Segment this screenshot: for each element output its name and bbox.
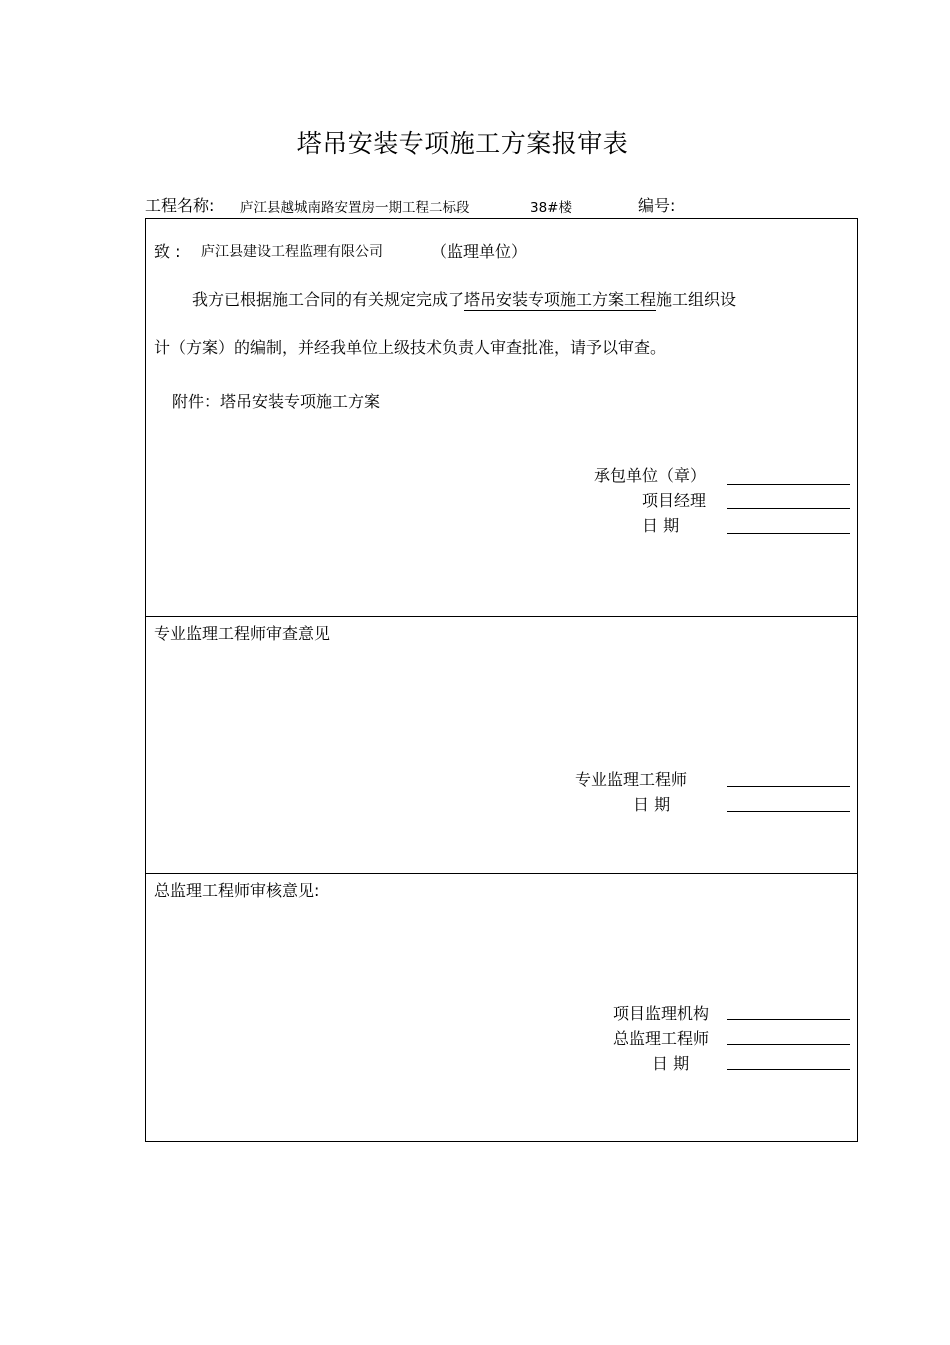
body-line-1 bbox=[192, 287, 736, 310]
recipient-name: 庐江县建设工程监理有限公司 bbox=[201, 244, 383, 260]
document-title: 塔吊安装专项施工方案报审表 bbox=[296, 129, 629, 158]
section2-date-label: 日 期 bbox=[633, 795, 671, 814]
building-number: 38#楼 bbox=[530, 200, 572, 216]
attachment-text: 附件：塔吊安装专项施工方案 bbox=[172, 392, 381, 411]
section3-date-line[interactable] bbox=[727, 1069, 850, 1070]
chief-review-heading: 总监理工程师审核意见: bbox=[154, 881, 320, 900]
engineer-review-heading: 专业监理工程师审查意见 bbox=[154, 624, 331, 643]
section-divider-2 bbox=[146, 873, 857, 874]
project-manager-signature-line[interactable] bbox=[727, 508, 850, 509]
form-number-label: 编号: bbox=[638, 196, 676, 215]
review-form-table bbox=[145, 218, 858, 1142]
project-manager-label: 项目经理 bbox=[642, 491, 707, 510]
contractor-signature-line[interactable] bbox=[727, 484, 850, 485]
section2-date-line[interactable] bbox=[727, 811, 850, 812]
body-line-1-post: 施工组织设 bbox=[656, 290, 737, 309]
body-line-1-pre: 我方已根据施工合同的有关规定完成了 bbox=[192, 290, 465, 309]
engineer-signature-line[interactable] bbox=[727, 786, 850, 787]
supervision-org-line[interactable] bbox=[727, 1019, 850, 1020]
recipient-type: （监理单位） bbox=[431, 242, 528, 261]
section1-date-label: 日 期 bbox=[642, 516, 680, 535]
contractor-label: 承包单位（章） bbox=[594, 466, 707, 485]
chief-engineer-label: 总监理工程师 bbox=[613, 1029, 710, 1048]
section-divider-1 bbox=[146, 616, 857, 617]
body-line-2: 计（方案）的编制，并经我单位上级技术负责人审查批准，请予以审查。 bbox=[154, 338, 667, 357]
project-name-value: 庐江县越城南路安置房一期工程二标段 bbox=[240, 200, 470, 216]
chief-engineer-line[interactable] bbox=[727, 1044, 850, 1045]
engineer-label: 专业监理工程师 bbox=[575, 770, 688, 789]
project-name-label: 工程名称: bbox=[145, 196, 215, 215]
to-label: 致 : bbox=[154, 242, 181, 261]
section1-date-line[interactable] bbox=[727, 533, 850, 534]
section3-date-label: 日 期 bbox=[652, 1054, 690, 1073]
plan-name-underlined: 塔吊安装专项施工方案工程 bbox=[464, 290, 657, 309]
supervision-org-label: 项目监理机构 bbox=[613, 1004, 710, 1023]
